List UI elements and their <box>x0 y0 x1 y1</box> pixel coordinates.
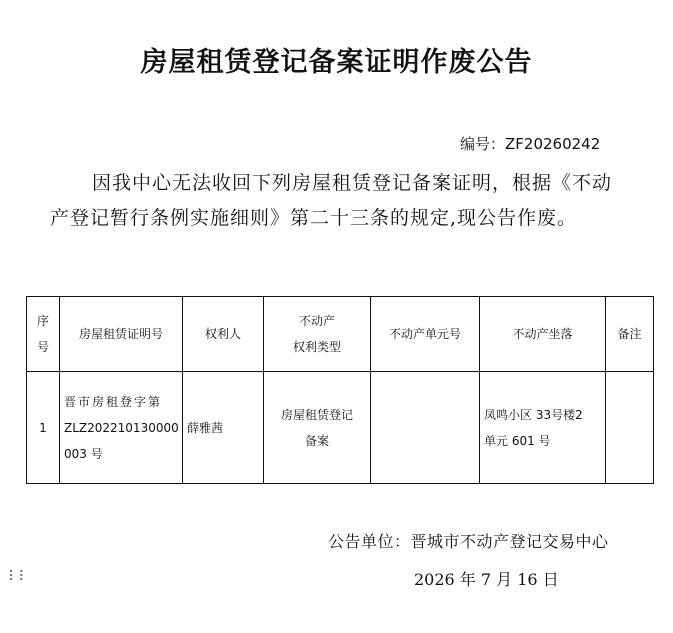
document-number-label: 编号： <box>460 135 506 153</box>
header-location: 不动产坐落 <box>480 297 606 372</box>
cell-remarks <box>606 372 654 484</box>
document-number-value: ZF20260242 <box>505 135 601 153</box>
cell-location-line2: 单元 601 号 <box>484 433 551 448</box>
issuing-unit: 公告单位：晋城市不动产登记交易中心 <box>328 532 609 551</box>
header-cert-no: 房屋租赁证明号 <box>60 297 183 372</box>
cell-right-type-line1: 房屋租赁登记 <box>280 407 353 422</box>
cell-holder: 薛雅茜 <box>183 372 264 484</box>
cell-cert-no-line2: ZLZ202210130000 <box>64 420 179 435</box>
header-holder: 权利人 <box>183 297 264 372</box>
table-row <box>27 372 654 484</box>
cell-location-line1: 凤鸣小区 33号楼2 <box>484 407 583 422</box>
header-right-type-line2: 权利类型 <box>292 340 341 354</box>
header-seq-line1: 序 <box>36 314 49 328</box>
cell-right-type <box>264 372 371 484</box>
document-title: 房屋租赁登记备案证明作废公告 <box>140 47 533 78</box>
header-right-type <box>264 297 371 372</box>
cell-cert-no-line3: 003 号 <box>64 446 103 461</box>
announcement-body: 因我中心无法收回下列房屋租赁登记备案证明，根据《不动产登记暂行条例实施细则》第二十三条的规定,现公告作废。 <box>50 172 613 229</box>
cell-location <box>480 372 606 484</box>
header-seq-line2: 号 <box>36 340 49 354</box>
document-number <box>460 133 600 154</box>
header-unit-no: 不动产单元号 <box>371 297 480 372</box>
drag-handle-icon[interactable]: ⠇⠇ <box>8 569 29 585</box>
cell-seq: 1 <box>27 372 60 484</box>
cell-right-type-line2: 备案 <box>304 433 329 448</box>
header-seq <box>27 297 60 372</box>
cell-cert-no <box>60 372 183 484</box>
header-right-type-line1: 不动产 <box>298 314 335 328</box>
issue-date: 2026 年 7 月 16 日 <box>414 570 559 589</box>
voided-certificates-table <box>26 296 654 484</box>
cell-cert-no-line1: 晋市房租登字第 <box>64 394 163 409</box>
header-remarks: 备注 <box>606 297 654 372</box>
cell-unit-no <box>371 372 480 484</box>
table-header-row <box>27 297 654 372</box>
